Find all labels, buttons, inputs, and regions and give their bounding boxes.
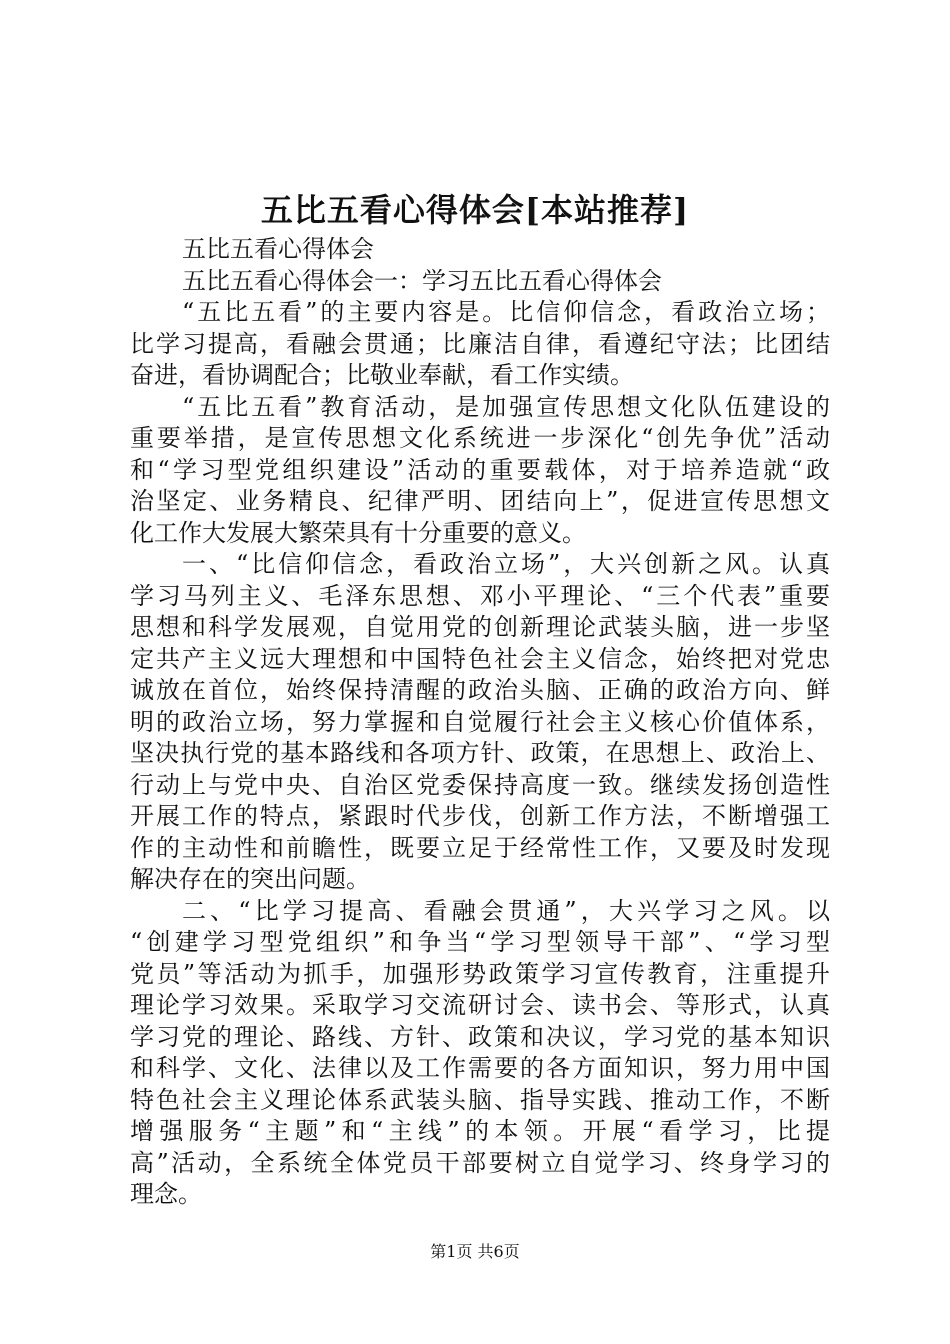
text-line: 增强服务“主题”和“主线”的本领。开展“看学习，比提 xyxy=(130,1117,830,1145)
document-title: 五比五看心得体会[本站推荐] xyxy=(260,191,690,229)
text-line: 理念。 xyxy=(130,1180,202,1208)
page-footer: 第1页 共6页 xyxy=(430,1242,520,1261)
text-line: 重要举措，是宣传思想文化系统进一步深化“创先争优”活动 xyxy=(130,424,830,452)
text-line: 和“学习型党组织建设”活动的重要载体，对于培养造就“政 xyxy=(130,455,830,484)
text-line: “五比五看”教育活动，是加强宣传思想文化队伍建设的 xyxy=(182,392,830,421)
text-line: 学习党的理论、路线、方针、政策和决议，学习党的基本知识 xyxy=(130,1022,830,1051)
text-line: 高”活动，全系统全体党员干部要树立自觉学习、终身学习的 xyxy=(130,1148,830,1177)
text-line: 化工作大发展大繁荣具有十分重要的意义。 xyxy=(130,518,586,547)
text-line: 五比五看心得体会 xyxy=(182,235,374,263)
text-line: 党员”等活动为抓手，加强形势政策学习宣传教育，注重提升 xyxy=(130,959,830,988)
document-body xyxy=(130,234,830,1211)
text-line: 坚决执行党的基本路线和各项方针、政策，在思想上、政治上、 xyxy=(130,739,830,767)
text-line: 学习马列主义、毛泽东思想、邓小平理论、“三个代表”重要 xyxy=(130,581,830,610)
text-line: 诚放在首位，始终保持清醒的政治头脑、正确的政治方向、鲜 xyxy=(130,676,830,704)
text-line: 治坚定、业务精良、纪律严明、团结向上”，促进宣传思想文 xyxy=(130,487,830,515)
text-line: 和科学、文化、法律以及工作需要的各方面知识，努力用中国 xyxy=(130,1054,830,1082)
text-line: 作的主动性和前瞻性，既要立足于经常性工作，又要及时发现 xyxy=(130,833,830,862)
text-line: 特色社会主义理论体系武装头脑、指导实践、推动工作，不断 xyxy=(130,1085,830,1114)
text-line: 五比五看心得体会一：学习五比五看心得体会 xyxy=(182,266,662,295)
text-line: 思想和科学发展观，自觉用党的创新理论武装头脑，进一步坚 xyxy=(130,613,830,641)
text-line: 定共产主义远大理想和中国特色社会主义信念，始终把对党忠 xyxy=(130,644,830,673)
text-line: 奋进，看协调配合；比敬业奉献，看工作实绩。 xyxy=(130,361,634,389)
text-line: 解决存在的突出问题。 xyxy=(130,865,370,893)
text-line: 比学习提高，看融会贯通；比廉洁自律，看遵纪守法；比团结 xyxy=(130,329,830,358)
text-line: 二、“比学习提高、看融会贯通”，大兴学习之风。以 xyxy=(182,896,830,925)
text-line: “创建学习型党组织”和争当“学习型领导干部”、“学习型 xyxy=(130,928,830,956)
text-line: 行动上与党中央、自治区党委保持高度一致。继续发扬创造性 xyxy=(130,770,830,799)
text-line: 一、“比信仰信念，看政治立场”，大兴创新之风。认真 xyxy=(182,550,830,578)
text-line: “五比五看”的主要内容是。比信仰信念，看政治立场； xyxy=(182,298,830,326)
text-line: 理论学习效果。采取学习交流研讨会、读书会、等形式，认真 xyxy=(130,991,830,1019)
text-line: 明的政治立场，努力掌握和自觉履行社会主义核心价值体系， xyxy=(130,707,830,736)
text-line: 开展工作的特点，紧跟时代步伐，创新工作方法，不断增强工 xyxy=(130,802,830,830)
